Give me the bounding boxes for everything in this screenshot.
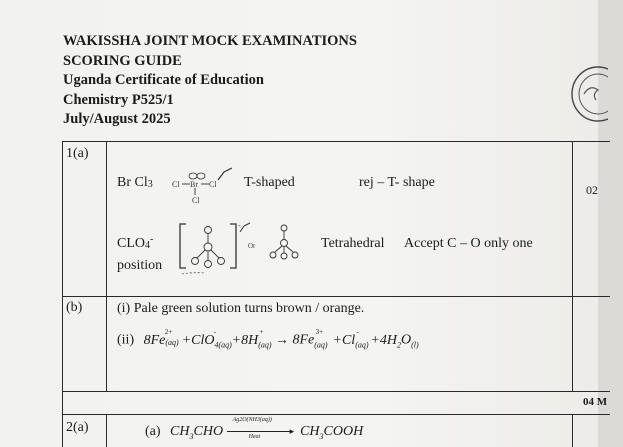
answer-1b-ii: (ii) $8Fe_{(aq)}^{2+} +ClO_{4(aq)}^- +8H_{(aq)}^+ \to 8Fe_{(aq)}^{3+} +Cl_{(aq)}^- +4H_2O_{(l)}$ — [117, 328, 419, 350]
marks-1a: 02 — [586, 183, 598, 197]
seal-logo-icon — [568, 64, 608, 134]
brcl3-structure-sketch — [170, 166, 238, 206]
header-paper: Chemistry P525/1 — [63, 91, 174, 108]
answer-1b-ii-label: (ii) — [117, 332, 135, 348]
clo4-structure-sketch — [174, 218, 314, 276]
svg-text:Or: Or — [248, 242, 256, 250]
marks-column-divider-lower — [572, 414, 573, 447]
row-divider-2a — [62, 414, 610, 415]
brcl3-formula: Br Cl3 — [117, 175, 153, 190]
label-column-divider-lower — [106, 414, 107, 447]
header-subtitle: SCORING GUIDE — [63, 52, 182, 69]
document-header — [63, 32, 357, 130]
svg-text:Cl: Cl — [172, 180, 180, 189]
reaction-arrow: Ag2O(NH3(aq)) ▸ Heat — [227, 425, 297, 439]
header-title: WAKISSHA JOINT MOCK EXAMINATIONS — [63, 33, 357, 49]
svg-text:-: - — [238, 221, 241, 230]
question-label-2a: 2(a) — [66, 420, 89, 435]
marks-column-divider — [572, 141, 573, 391]
reaction-reagent: Ag2O(NH3(aq)) — [232, 416, 272, 423]
table-top-border — [62, 141, 610, 142]
brcl3-shape: T-shaped — [244, 175, 295, 190]
row-divider-total — [62, 391, 610, 392]
header-date: July/August 2025 — [63, 111, 171, 127]
svg-text:Cl: Cl — [192, 196, 200, 205]
answer-1b-i: (i) Pale green solution turns brown / orange. — [117, 301, 365, 316]
total-marks-q1: 04 M — [583, 396, 608, 408]
brcl3-reject-note: rej – T- shape — [359, 175, 435, 190]
question-label-1b: (b) — [66, 300, 83, 315]
header-certificate: Uganda Certificate of Education — [63, 72, 264, 88]
clo4-position-label: position — [117, 258, 163, 273]
label-column-divider — [106, 141, 107, 391]
svg-text:Cl: Cl — [209, 180, 217, 189]
question-label-1a: 1(a) — [66, 146, 89, 161]
row-divider-1b — [62, 296, 610, 297]
svg-text:Br: Br — [190, 180, 198, 189]
clo4-accept-note: Accept C – O only one — [404, 236, 533, 251]
table-left-border — [62, 141, 63, 447]
answer-2a-a: (a) $CH_3CHO$ Ag2O(NH3(aq)) ▸ Heat $CH_3COOH$ — [145, 416, 364, 441]
reaction-condition: Heat — [248, 433, 261, 440]
clo4-shape: Tetrahedral — [321, 236, 385, 251]
clo4-formula: CLO4- — [117, 234, 154, 251]
